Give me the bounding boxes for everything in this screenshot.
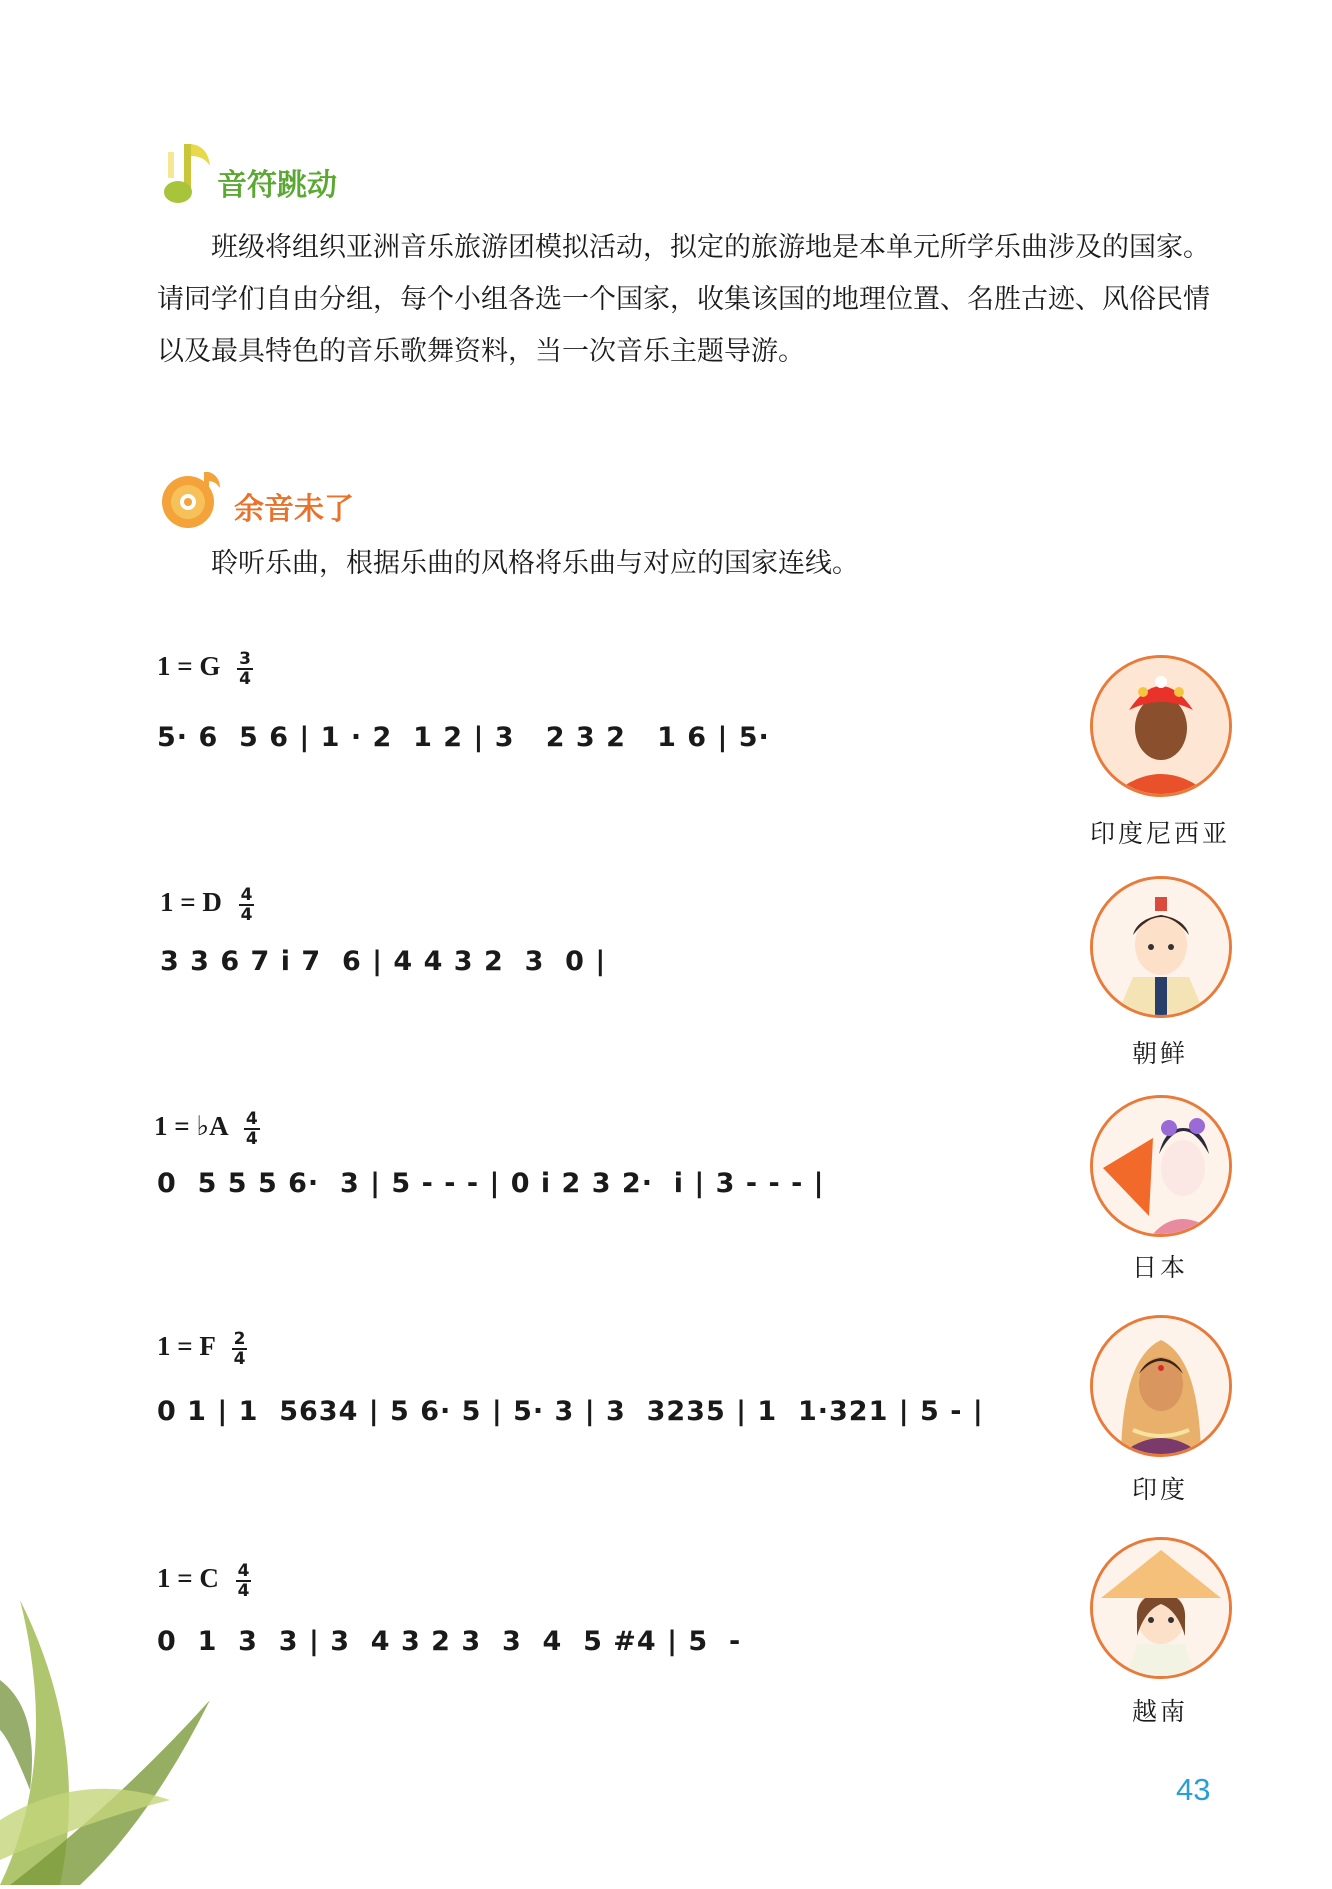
notation-line-5: 0 1 3 3 | 3 4 3 2 3 3 4 5 #4 | 5 - <box>157 1626 742 1657</box>
notation-line-3: 0 5 5 5 6· 3 | 5 - - - | 0 i 2 3 2· i | 3 - - - | <box>157 1168 825 1199</box>
activity-paragraph: 班级将组织亚洲音乐旅游团模拟活动，拟定的旅游地是本单元所学乐曲涉及的国家。请同学们自由分组，每个小组各选一个国家，收集该国的地理位置、名胜古迹、风俗民情以及最具特色的音乐歌舞资料，当一次音乐主题导游。 <box>157 232 1210 367</box>
notation-line-4: 0 1 | 1 5634 | 5 6· 5 | 5· 3 | 3 3235 | 1 1·321 | 5 - | <box>157 1396 984 1427</box>
key-signature-3: 1 = ♭A $\frac{4}{4}$ <box>154 1109 258 1149</box>
key-signature-5: 1 = C $\frac{4}{4}$ <box>157 1561 250 1601</box>
time-signature-2: $\frac{4}{4}$ <box>240 885 253 925</box>
country-label-korea: 朝鲜 <box>1131 1039 1188 1068</box>
section-title-notes: 音符跳动 <box>217 168 337 203</box>
japan-portrait <box>1090 1095 1232 1237</box>
country-label-japan: 日本 <box>1131 1253 1188 1282</box>
cd-icon <box>158 468 224 534</box>
time-signature-4: $\frac{2}{4}$ <box>233 1329 246 1369</box>
notation-line-1: 5· 6 5 6 | 1 · 2 1 2 | 3 2 3 2 1 6 | 5· <box>157 722 770 753</box>
time-signature-5: $\frac{4}{4}$ <box>237 1561 250 1601</box>
country-label-india: 印度 <box>1131 1475 1188 1504</box>
section-title-lingering: 余音未了 <box>234 492 354 527</box>
country-label-indonesia: 印度尼西亚 <box>1089 819 1230 848</box>
india-portrait <box>1090 1315 1232 1457</box>
vietnam-portrait <box>1090 1537 1232 1679</box>
palm-leaf-decoration <box>0 1560 240 1885</box>
key-signature-4: 1 = F $\frac{2}{4}$ <box>157 1329 246 1369</box>
time-signature-3: $\frac{4}{4}$ <box>245 1109 258 1149</box>
key-signature-1: 1 = G $\frac{3}{4}$ <box>157 649 251 689</box>
indonesia-portrait <box>1090 655 1232 797</box>
listening-instruction: 聆听乐曲，根据乐曲的风格将乐曲与对应的国家连线。 <box>211 548 859 579</box>
notation-line-2: 3 3 6 7 i 7 6 | 4 4 3 2 3 0 | <box>160 946 607 977</box>
country-label-vietnam: 越南 <box>1131 1697 1188 1726</box>
key-signature-2: 1 = D $\frac{4}{4}$ <box>160 885 253 925</box>
music-note-icon <box>160 138 220 208</box>
korea-portrait <box>1090 876 1232 1018</box>
page-number: 43 <box>1176 1772 1211 1807</box>
time-signature-1: $\frac{3}{4}$ <box>239 649 251 689</box>
